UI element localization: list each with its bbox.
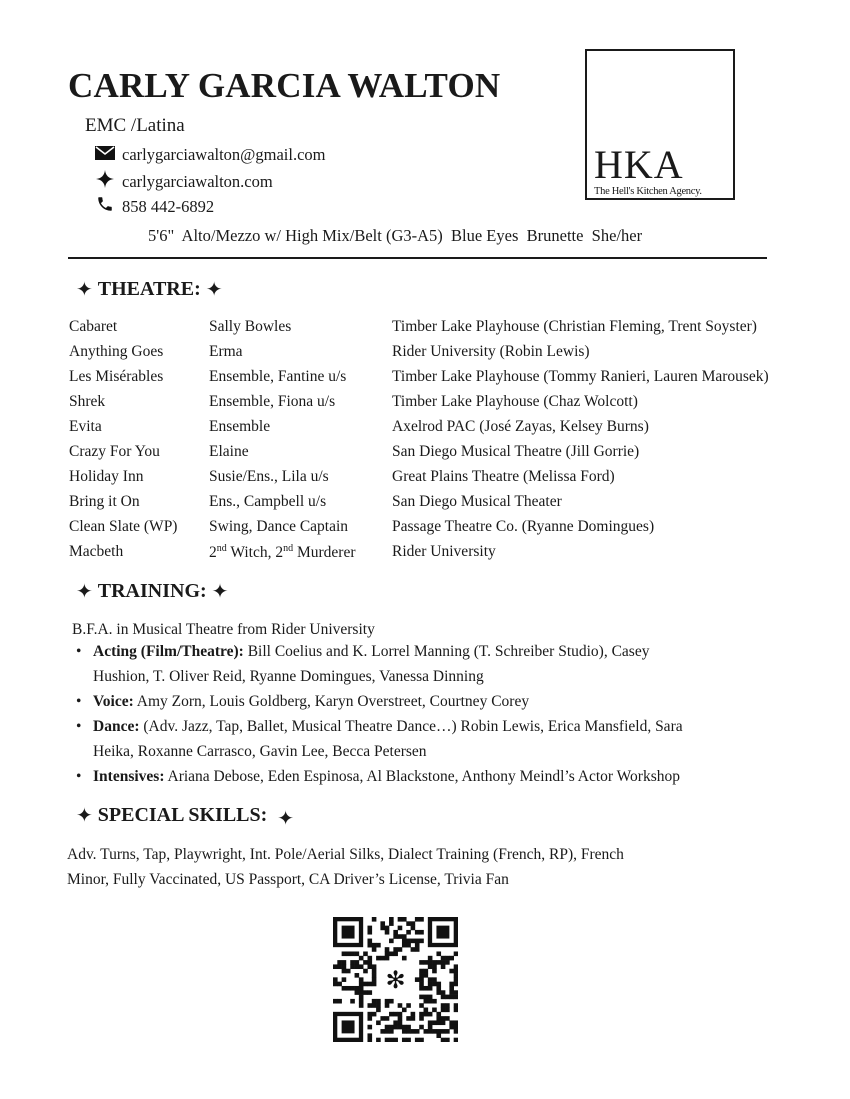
training-text: Bill Coelius and K. Lorrel Manning (T. Schreiber Studio), Casey bbox=[243, 643, 650, 660]
training-bullet-intensives bbox=[76, 768, 680, 786]
phone-icon bbox=[94, 195, 116, 218]
training-label: Intensives: bbox=[93, 768, 165, 785]
credit-venue: Passage Theatre Co. (Ryanne Domingues) bbox=[392, 518, 655, 535]
training-label: Acting (Film/Theatre): bbox=[93, 643, 244, 660]
agency-name: The Hell's Kitchen Agency. bbox=[594, 186, 702, 197]
credit-venue: Axelrod PAC (José Zayas, Kelsey Burns) bbox=[392, 418, 649, 435]
phone-text[interactable]: 858 442-6892 bbox=[122, 196, 215, 216]
theatre-heading bbox=[76, 277, 223, 302]
role-part: Murderer bbox=[293, 544, 356, 562]
skills-text: Adv. Turns, Tap, Playwright, Int. Pole/Aerial Silks, Dialect Training (French, RP), French bbox=[67, 846, 624, 863]
credit-venue: San Diego Musical Theater bbox=[392, 493, 562, 510]
role-superscript: nd bbox=[283, 543, 294, 554]
sparkle-icon: ✦ bbox=[76, 279, 93, 301]
credit-show: Clean Slate (WP) bbox=[69, 518, 178, 535]
bullet-icon: • bbox=[76, 643, 82, 660]
credit-venue: Timber Lake Playhouse (Chaz Wolcott) bbox=[392, 393, 638, 410]
training-label: Dance: bbox=[93, 718, 140, 735]
credit-row bbox=[0, 368, 850, 393]
credit-row bbox=[0, 468, 850, 493]
credit-row bbox=[0, 443, 850, 468]
credit-venue: Rider University (Robin Lewis) bbox=[392, 343, 590, 360]
sparkle-icon: ✦ bbox=[205, 279, 223, 301]
credit-role bbox=[209, 543, 356, 562]
agency-logo bbox=[585, 49, 735, 200]
credit-role: Ensemble, Fantine u/s bbox=[209, 368, 347, 385]
credit-row bbox=[0, 493, 850, 518]
website-text[interactable]: carlygarciawalton.com bbox=[122, 171, 273, 191]
training-continuation: Heika, Roxanne Carrasco, Gavin Lee, Becca Petersen bbox=[93, 743, 427, 760]
bullet-icon: • bbox=[76, 718, 82, 735]
sparkle-icon: ✦ bbox=[277, 808, 295, 830]
training-text: (Adv. Jazz, Tap, Ballet, Musical Theatre Dance…) Robin Lewis, Erica Mansfield, Sara bbox=[139, 718, 683, 735]
credit-venue: Timber Lake Playhouse (Christian Fleming, Trent Soyster) bbox=[392, 318, 757, 335]
credit-show: Macbeth bbox=[69, 543, 124, 560]
training-text: Ariana Debose, Eden Espinosa, Al Blackstone, Anthony Meindl’s Actor Workshop bbox=[164, 768, 680, 785]
credit-role: Erma bbox=[209, 343, 243, 360]
sparkle-icon: ✦ bbox=[76, 805, 93, 827]
qr-code-icon[interactable] bbox=[333, 917, 458, 1042]
credit-row bbox=[0, 393, 850, 418]
credit-show: Bring it On bbox=[69, 493, 140, 510]
sparkle-icon: ✦ bbox=[76, 581, 93, 603]
skills-heading bbox=[76, 803, 294, 828]
bullet-icon: • bbox=[76, 693, 82, 710]
header-divider bbox=[68, 257, 767, 259]
skills-text: Minor, Fully Vaccinated, US Passport, CA Driver’s License, Trivia Fan bbox=[67, 871, 509, 888]
skills-heading-text: SPECIAL SKILLS: bbox=[97, 804, 268, 826]
bullet-icon: • bbox=[76, 768, 82, 785]
credit-role: Sally Bowles bbox=[209, 318, 292, 335]
training-label: Voice: bbox=[93, 693, 134, 710]
credit-row bbox=[0, 343, 850, 368]
role-superscript: nd bbox=[216, 543, 227, 554]
credit-show: Evita bbox=[69, 418, 102, 435]
qr-code-graphic bbox=[333, 917, 458, 1042]
email-text[interactable]: carlygarciawalton@gmail.com bbox=[122, 145, 326, 164]
credit-role: Ens., Campbell u/s bbox=[209, 493, 327, 510]
credit-row bbox=[0, 543, 850, 568]
training-heading-text: TRAINING: bbox=[97, 580, 207, 602]
actor-name: CARLY GARCIA WALTON bbox=[68, 66, 501, 105]
union-status: EMC /Latina bbox=[85, 115, 185, 136]
credit-show: Holiday Inn bbox=[69, 468, 144, 485]
credit-show: Anything Goes bbox=[69, 343, 164, 360]
training-text: Amy Zorn, Louis Goldberg, Karyn Overstreet, Courtney Corey bbox=[133, 693, 530, 710]
credit-role: Ensemble bbox=[209, 418, 271, 435]
credit-show: Shrek bbox=[69, 393, 106, 410]
role-part: Witch, 2 bbox=[226, 544, 284, 562]
agency-abbr: HKA bbox=[594, 142, 684, 187]
training-bullet-acting bbox=[76, 643, 649, 661]
credit-role: Elaine bbox=[209, 443, 249, 460]
credit-venue: Great Plains Theatre (Melissa Ford) bbox=[392, 468, 615, 485]
credit-role: Ensemble, Fiona u/s bbox=[209, 393, 336, 410]
credit-role: Susie/Ens., Lila u/s bbox=[209, 468, 329, 485]
envelope-icon bbox=[94, 145, 116, 165]
theatre-heading-text: THEATRE: bbox=[97, 278, 201, 300]
credit-venue: San Diego Musical Theatre (Jill Gorrie) bbox=[392, 443, 640, 460]
credit-row bbox=[0, 518, 850, 543]
credit-show: Cabaret bbox=[69, 318, 118, 335]
phone-line[interactable] bbox=[94, 195, 214, 218]
credit-venue: Rider University bbox=[392, 543, 496, 560]
credit-venue: Timber Lake Playhouse (Tommy Ranieri, Lauren Marousek) bbox=[392, 368, 769, 385]
training-bullet-dance bbox=[76, 718, 683, 736]
sparkle-icon bbox=[94, 170, 116, 193]
training-continuation: Hushion, T. Oliver Reid, Ryanne Domingues, Vanessa Dinning bbox=[93, 668, 484, 685]
role-part: 2 bbox=[209, 544, 217, 562]
website-line[interactable] bbox=[94, 170, 273, 193]
actor-stats: 5'6" Alto/Mezzo w/ High Mix/Belt (G3-A5) Blue Eyes Brunette She/her bbox=[148, 226, 643, 245]
training-bullet-voice bbox=[76, 693, 529, 711]
credit-show: Les Misérables bbox=[69, 368, 164, 385]
credit-row bbox=[0, 318, 850, 343]
asterisk-icon: ✻ bbox=[385, 966, 406, 994]
credit-row bbox=[0, 418, 850, 443]
email-line[interactable] bbox=[94, 145, 326, 165]
sparkle-icon: ✦ bbox=[211, 581, 229, 603]
training-heading bbox=[76, 579, 228, 604]
credit-role: Swing, Dance Captain bbox=[209, 518, 349, 535]
credit-show: Crazy For You bbox=[69, 443, 160, 460]
degree-text: B.F.A. in Musical Theatre from Rider University bbox=[72, 621, 375, 638]
